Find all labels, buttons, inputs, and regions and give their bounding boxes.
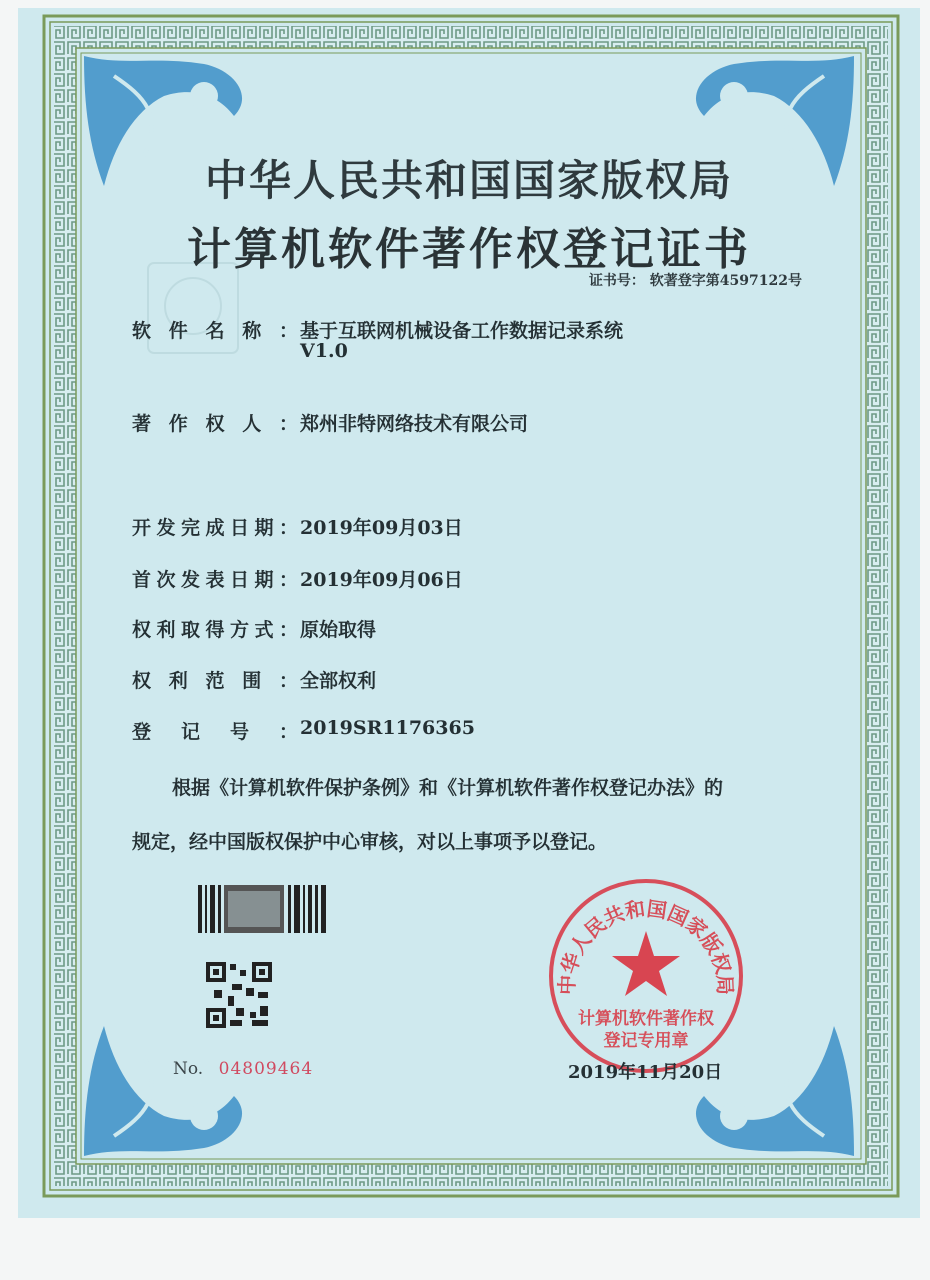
statement-line: 规定，经中国版权保护中心审核，对以上事项予以登记。 [132, 831, 608, 853]
field-scope [132, 666, 377, 693]
field-label: 著作权人： [132, 413, 298, 435]
field-acquire [132, 615, 377, 642]
seal-inner-line2: 登记专用章 [603, 1031, 689, 1051]
field-value: 基于互联网机械设备工作数据记录系统 [300, 320, 624, 342]
field-value: 全部权利 [300, 670, 377, 692]
statement [132, 761, 832, 869]
field-label: 开发完成日期： [132, 517, 298, 539]
field-label: 软件名称： [132, 320, 298, 342]
field-label: 权利范围： [132, 670, 298, 692]
seal-star-icon [612, 931, 680, 996]
field-label: 首次发表日期： [132, 569, 298, 591]
field-value: 原始取得 [300, 619, 377, 641]
authority-title: 中华人民共和国国家版权局 [204, 156, 733, 205]
statement-line: 根据《计算机软件保护条例》和《计算机软件著作权登记办法》的 [172, 777, 724, 799]
seal-arc-text: 中华人民共和国国家版权局 [554, 896, 738, 996]
field-software-name [132, 316, 624, 362]
field-value: 2019SR1176365 [300, 717, 475, 739]
certificate [18, 8, 920, 1218]
field-owner [132, 409, 529, 436]
cert-number-label: 证书号： [588, 273, 645, 289]
field-label: 登记号： [132, 721, 298, 743]
serial-number [173, 1059, 313, 1079]
field-label: 权利取得方式： [132, 619, 298, 641]
serial-number-value: 04809464 [218, 1059, 314, 1079]
cert-number-value: 软著登字第4597122号 [649, 273, 802, 289]
serial-number-label: No. [173, 1059, 204, 1079]
field-value-version: V1.0 [300, 340, 348, 362]
qr-code-icon [206, 962, 272, 1028]
barcode-icon [198, 885, 326, 933]
issue-date: 2019年11月20日 [568, 1062, 723, 1083]
official-seal-icon [546, 876, 746, 1076]
certificate-title: 计算机软件著作权登记证书 [187, 224, 751, 275]
field-value: 2019年09月06日 [300, 569, 463, 591]
field-reg-no [132, 717, 475, 744]
field-pub-date [132, 565, 463, 592]
certificate-number [589, 270, 802, 290]
seal-inner-line1: 计算机软件著作权 [578, 1009, 714, 1029]
field-dev-date [132, 513, 463, 540]
field-value: 郑州非特网络技术有限公司 [300, 413, 529, 435]
field-value: 2019年09月03日 [300, 517, 463, 539]
